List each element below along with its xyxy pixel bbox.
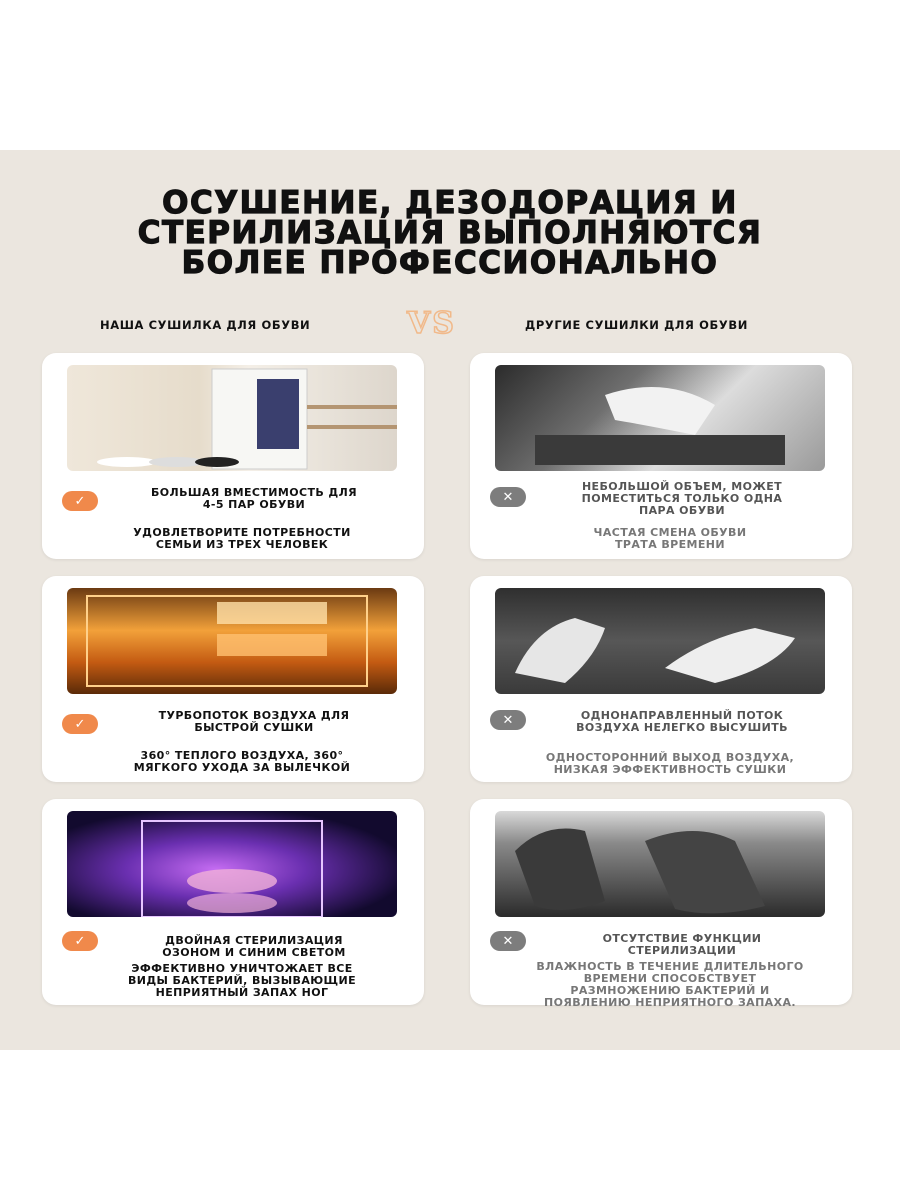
other-feature-card [470,576,852,782]
product-photo [67,365,397,471]
drawback-desc: ВЛАЖНОСТЬ В ТЕЧЕНИЕ ДЛИТЕЛЬНОГО ВРЕМЕНИ СПОСОБСТВУЕТ РАЗМНОЖЕНИЮ БАКТЕРИЙ И ПОЯВЛЕНИЮ НЕПРИЯТНОГО ЗАПАХА. [536,960,804,1009]
title-line: ОСУШЕНИЕ, ДЕЗОДОРАЦИЯ И [162,185,738,221]
our-dryer-label: НАША СУШИЛКА ДЛЯ ОБУВИ [100,318,311,332]
feature-title: ДВОЙНАЯ СТЕРИЛИЗАЦИЯ ОЗОНОМ И СИНИМ СВЕТОМ [162,934,346,959]
drawback-title: ОДНОНАПРАВЛЕННЫЙ ПОТОК ВОЗДУХА НЕЛЕГКО ВЫСУШИТЬ [576,709,788,734]
feature-desc: 360° ТЕПЛОГО ВОЗДУХА, 360° МЯГКОГО УХОДА ЗА ВЫЛЕЧКОЙ [133,749,351,774]
moldy-shoes-illustration [495,811,825,917]
sterilization-illustration [67,811,397,917]
cabinet-illustration [67,365,397,471]
small-dryer-illustration [495,365,825,471]
product-photo [67,811,397,917]
drawback-desc: ОДНОСТОРОННИЙ ВЫХОД ВОЗДУХА, НИЗКАЯ ЭФФЕКТИВНОСТЬ СУШКИ [545,751,795,776]
cross-icon: ✕ [490,931,526,951]
competitor-photo [495,811,825,917]
check-icon: ✓ [62,491,98,511]
our-feature-card [42,353,424,559]
wet-sneakers-illustration [495,588,825,694]
check-icon: ✓ [62,714,98,734]
our-feature-card [42,799,424,1005]
vs-label: VS [407,306,456,341]
check-icon: ✓ [62,931,98,951]
other-feature-card [470,353,852,559]
feature-desc: УДОВЛЕТВОРИТЕ ПОТРЕБНОСТИ СЕМЬИ ИЗ ТРЕХ ЧЕЛОВЕК [133,526,351,551]
competitor-photo [495,588,825,694]
title-line: СТЕРИЛИЗАЦИЯ ВЫПОЛНЯЮТСЯ [137,215,763,251]
feature-title: БОЛЬШАЯ ВМЕСТИМОСТЬ ДЛЯ 4-5 ПАР ОБУВИ [151,486,357,511]
feature-title: ТУРБОПОТОК ВОЗДУХА ДЛЯ БЫСТРОЙ СУШКИ [158,709,350,734]
other-feature-card [470,799,852,1009]
title-line: БОЛЕЕ ПРОФЕССИОНАЛЬНО [181,245,719,281]
other-dryers-label: ДРУГИЕ СУШИЛКИ ДЛЯ ОБУВИ [525,318,748,332]
page-title [40,185,860,281]
drawback-title: ОТСУТСТВИЕ ФУНКЦИИ СТЕРИЛИЗАЦИИ [602,932,762,957]
product-photo [67,588,397,694]
drawback-desc: ЧАСТАЯ СМЕНА ОБУВИ ТРАТА ВРЕМЕНИ [593,526,747,551]
feature-desc: ЭФФЕКТИВНО УНИЧТОЖАЕТ ВСЕ ВИДЫ БАКТЕРИЙ, ВЫЗЫВАЮЩИЕ НЕПРИЯТНЫЙ ЗАПАХ НОГ [127,962,357,999]
airflow-illustration [67,588,397,694]
drawback-title: НЕБОЛЬШОЙ ОБЪЕМ, МОЖЕТ ПОМЕСТИТЬСЯ ТОЛЬКО ОДНА ПАРА ОБУВИ [581,480,783,517]
cross-icon: ✕ [490,487,526,507]
cross-icon: ✕ [490,710,526,730]
competitor-photo [495,365,825,471]
our-feature-card [42,576,424,782]
